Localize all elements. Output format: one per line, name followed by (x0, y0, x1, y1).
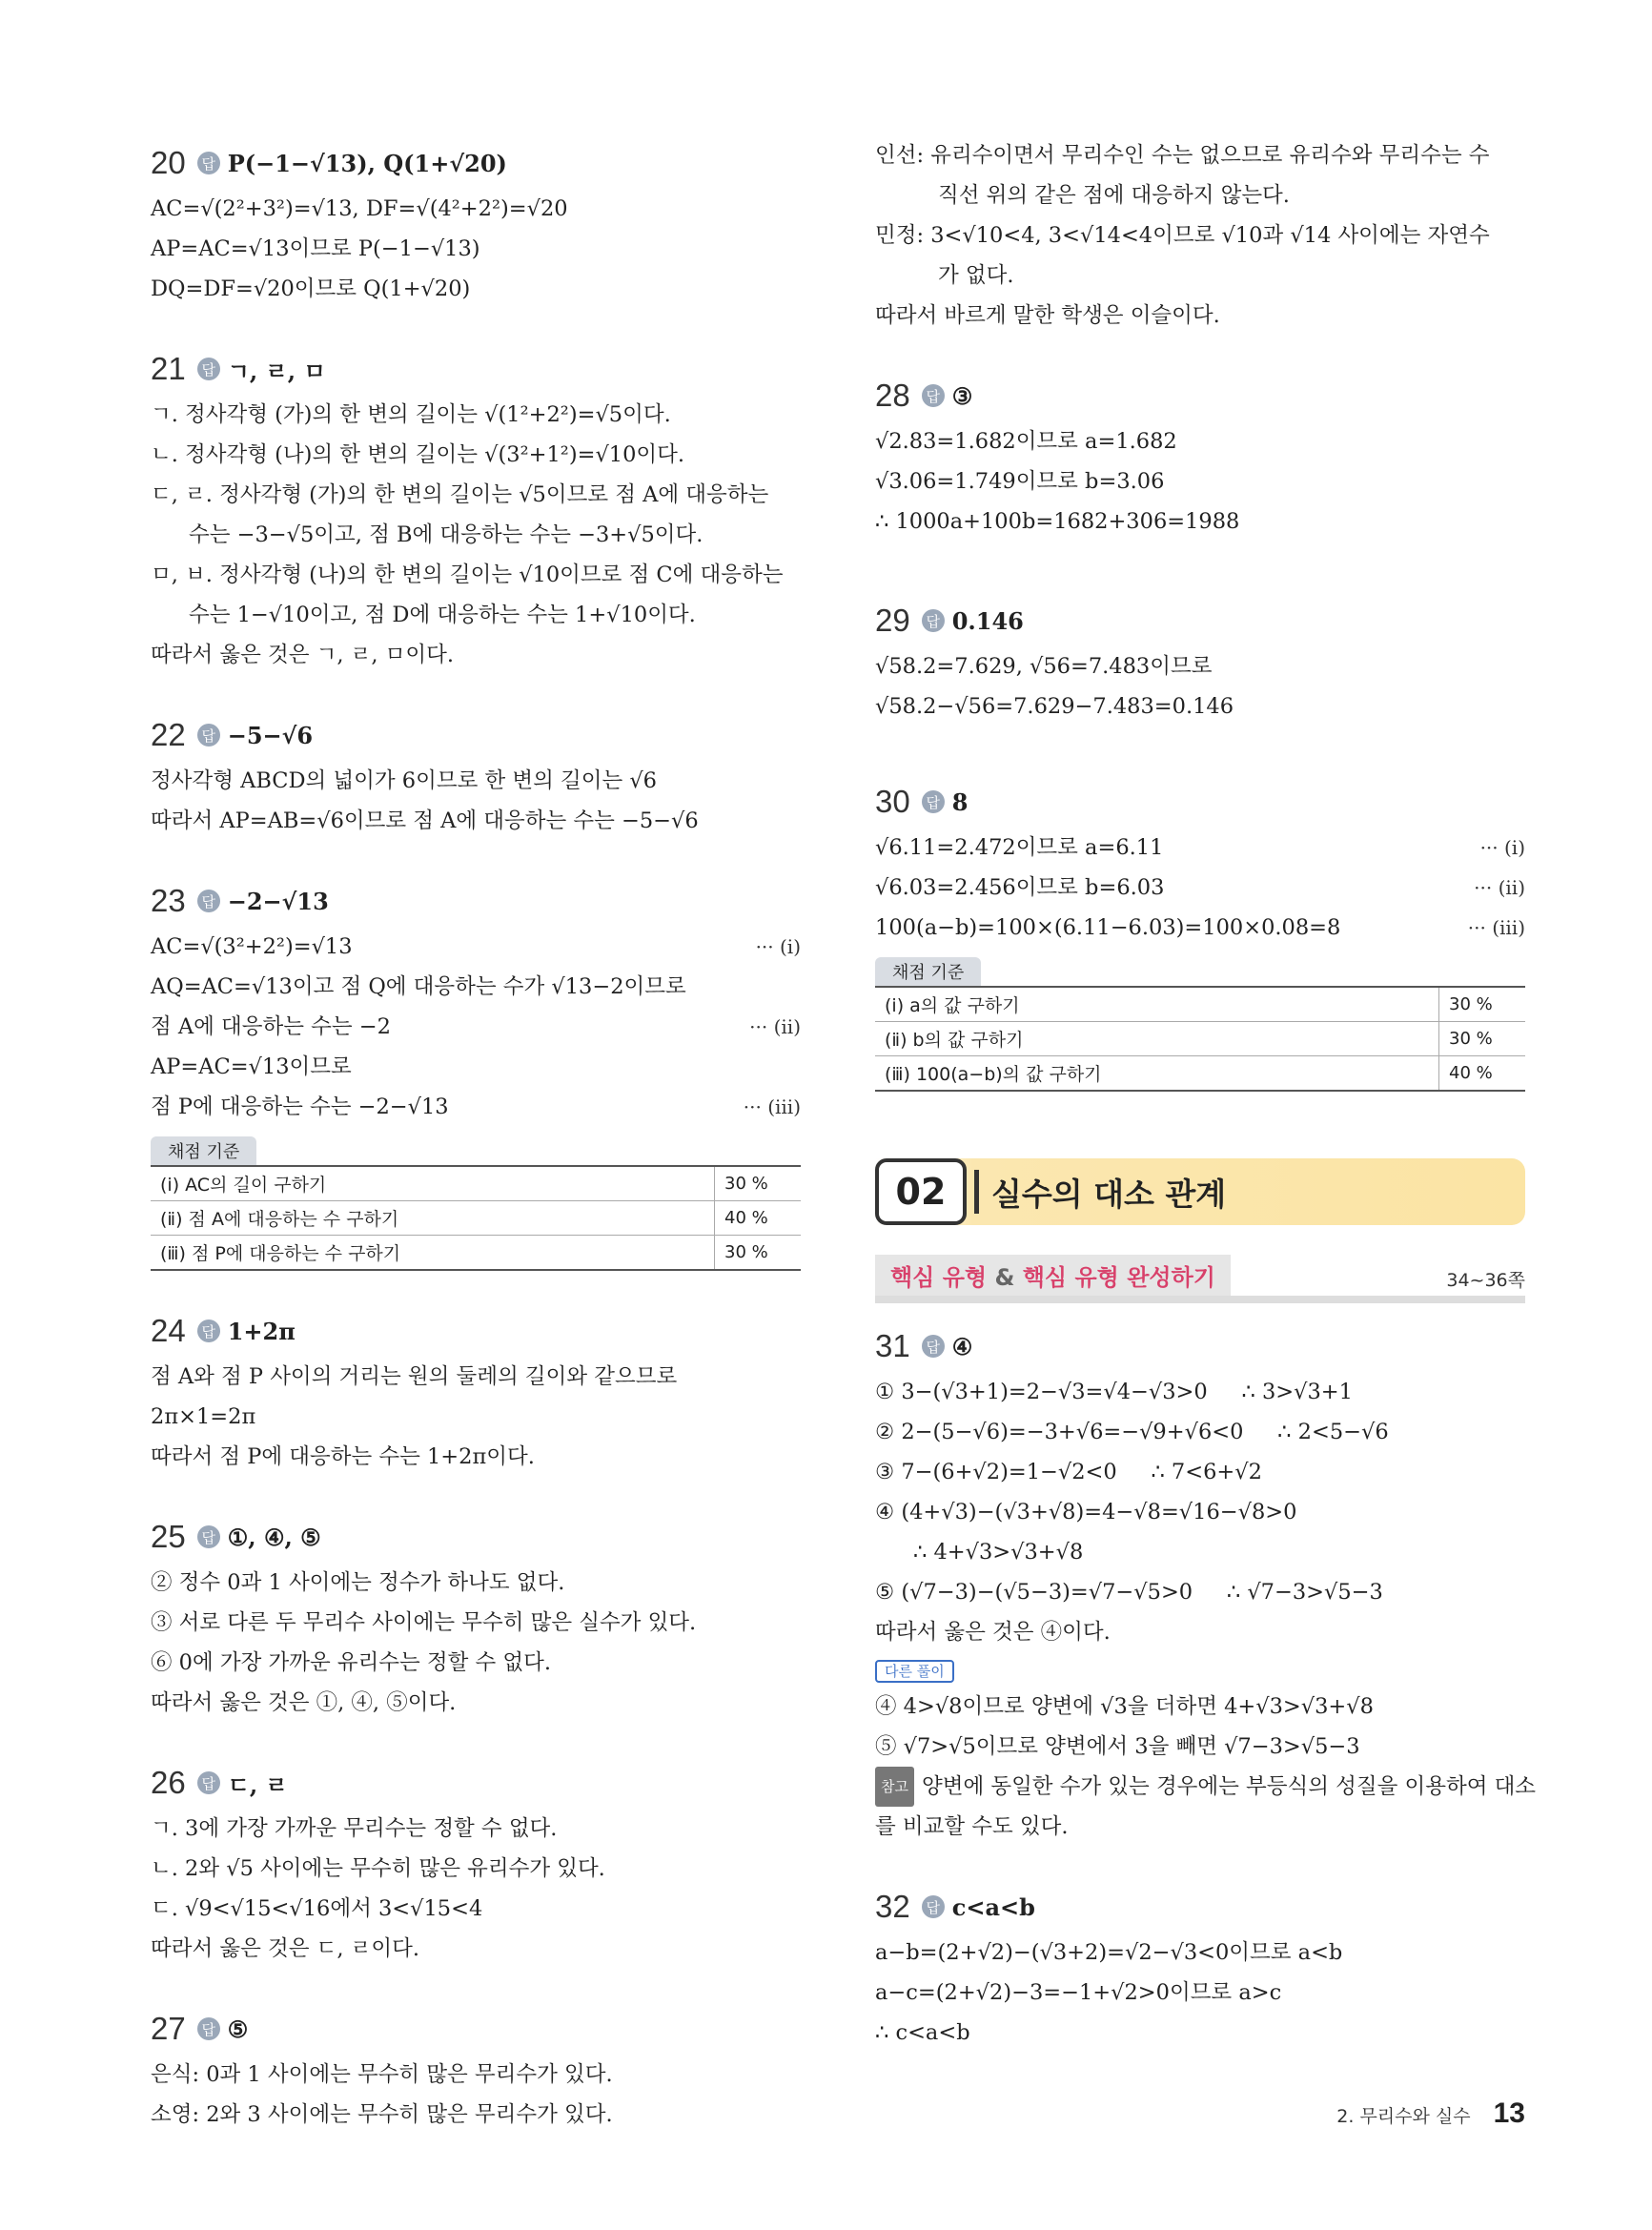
answer-icon: 답 (197, 2017, 220, 2040)
solution-line: 소영: 2와 3 사이에는 무수히 많은 무리수가 있다. (151, 2102, 613, 2127)
solution-line: ㄴ. 정사각형 (나)의 한 변의 길이는 √(3²+1²)=√10이다. (151, 442, 685, 467)
page-range: 34~36쪽 (1446, 1270, 1525, 1291)
type-bar (875, 1254, 1525, 1303)
solution-line: 수는 1−√10이고, 점 D에 대응하는 수는 1+√10이다. (189, 603, 696, 627)
answer-icon: 답 (197, 724, 220, 747)
table-row: (ⅱ) 점 A에 대응하는 수 구하기 40 % (151, 1201, 801, 1236)
solution-line: √58.2=7.629, √56=7.483이므로 (875, 654, 1213, 679)
answer-icon: 답 (197, 358, 220, 380)
alt-solution-tag: 다른 풀이 (875, 1660, 954, 1683)
solution-line: AQ=AC=√13이고 점 Q에 대응하는 수가 √13−2이므로 (151, 974, 686, 999)
answer: 1+2π (227, 1317, 296, 1345)
section-number: 02 (875, 1158, 967, 1225)
solution-line: ㄱ. 3에 가장 가까운 무리수는 정할 수 없다. (151, 1816, 558, 1841)
chapter-title: 2. 무리수와 실수 (1336, 2106, 1471, 2127)
solution-line: 점 A에 대응하는 수는 −2 ··· (ⅱ) (151, 1007, 801, 1047)
solution-line: ㅁ, ㅂ. 정사각형 (나)의 한 변의 길이는 √10이므로 점 C에 대응하는 (151, 563, 784, 587)
question-28 (875, 374, 1525, 542)
answer-icon: 답 (922, 790, 945, 813)
solution-line: 점 A와 점 P 사이의 거리는 원의 둘레의 길이와 같으므로 (151, 1364, 678, 1389)
answer-icon: 답 (197, 152, 220, 174)
solution-line: ⑥ 0에 가장 가까운 유리수는 정할 수 없다. (151, 1650, 552, 1675)
answer-icon: 답 (922, 609, 945, 632)
question-number: 21 (151, 351, 186, 386)
type-label: 핵심 유형 & 핵심 유형 완성하기 (875, 1255, 1231, 1296)
answer-icon: 답 (197, 1525, 220, 1548)
solution-line: AP=AC=√13이므로 (151, 1054, 352, 1079)
step-mark: ··· (ⅰ) (755, 935, 801, 958)
solution-line: AC=√(2²+3²)=√13, DF=√(4²+2²)=√20 (151, 196, 568, 221)
solution-line: ③ 서로 다른 두 무리수 사이에는 무수히 많은 실수가 있다. (151, 1610, 697, 1635)
solution-line: ㄷ, ㄹ. 정사각형 (가)의 한 변의 길이는 √5이므로 점 A에 대응하는 (151, 482, 769, 507)
solution-line: 가 없다. (938, 263, 1014, 288)
note-line: 참고 양변에 동일한 수가 있는 경우에는 부등식의 성질을 이용하여 대소 (875, 1767, 1525, 1807)
solution-line: ④ (4+√3)−(√3+√8)=4−√8=√16−√8>0 (875, 1500, 1297, 1524)
question-number: 20 (151, 145, 186, 180)
solution-line: ④ 4>√8이므로 양변에 √3을 더하면 4+√3>√3+√8 (875, 1694, 1374, 1719)
question-30 (875, 780, 1525, 1092)
question-26 (151, 1761, 801, 1969)
solution-line: AC=√(3²+2²)=√13 ··· (ⅰ) (151, 927, 801, 967)
solution-line: ⑤ (√7−3)−(√5−3)=√7−√5>0 ∴ √7−3>√5−3 (875, 1580, 1383, 1605)
solution-line: 수는 −3−√5이고, 점 B에 대응하는 수는 −3+√5이다. (189, 522, 704, 547)
question-number: 32 (875, 1889, 910, 1924)
solution-line: ∴ 4+√3>√3+√8 (913, 1540, 1084, 1565)
solution-line: ㄱ. 정사각형 (가)의 한 변의 길이는 √(1²+2²)=√5이다. (151, 402, 671, 427)
answer: ④ (951, 1332, 973, 1361)
section-header (875, 1158, 1525, 1225)
grading-label: 채점 기준 (151, 1136, 256, 1165)
step-mark: ··· (ⅱ) (1474, 876, 1525, 899)
question-31 (875, 1324, 1537, 1847)
solution-line: √6.11=2.472이므로 a=6.11 ··· (ⅰ) (875, 828, 1525, 868)
solution-line: 따라서 점 P에 대응하는 수는 1+2π이다. (151, 1444, 535, 1469)
solution-line: ∴ 1000a+100b=1682+306=1988 (875, 509, 1240, 534)
solution-line: ∴ c<a<b (875, 2020, 970, 2045)
question-number: 31 (875, 1328, 910, 1363)
solution-line: 따라서 옳은 것은 ④이다. (875, 1620, 1111, 1645)
step-mark: ··· (ⅲ) (1467, 916, 1525, 939)
question-number: 28 (875, 378, 910, 413)
page-footer (1336, 2097, 1525, 2130)
section-divider (974, 1170, 979, 1214)
question-number: 26 (151, 1765, 186, 1800)
solution-line: a−b=(2+√2)−(√3+2)=√2−√3<0이므로 a<b (875, 1940, 1343, 1965)
solution-line: a−c=(2+√2)−3=−1+√2>0이므로 a>c (875, 1980, 1282, 2005)
solution-line: 직선 위의 같은 점에 대응하지 않는다. (938, 183, 1290, 208)
question-24 (151, 1309, 801, 1477)
table-row: (ⅱ) b의 값 구하기 30 % (875, 1022, 1525, 1056)
page-number: 13 (1493, 2097, 1525, 2129)
answer-icon: 답 (197, 890, 220, 912)
grading-table (875, 986, 1525, 1092)
answer: −2−√13 (227, 887, 329, 915)
grading-label: 채점 기준 (875, 957, 981, 986)
solution-line: ① 3−(√3+1)=2−√3=√4−√3>0 ∴ 3>√3+1 (875, 1380, 1353, 1404)
grading-criteria (875, 957, 1525, 1092)
question-20 (151, 141, 801, 309)
question-number: 29 (875, 603, 910, 638)
solution-line: √6.03=2.456이므로 b=6.03 ··· (ⅱ) (875, 868, 1525, 908)
answer-icon: 답 (922, 1895, 945, 1918)
answer: ③ (951, 381, 973, 410)
solution-line: ② 정수 0과 1 사이에는 정수가 하나도 없다. (151, 1570, 565, 1595)
answer: ㄷ, ㄹ (227, 1770, 288, 1799)
question-22 (151, 713, 801, 841)
solution-line: √3.06=1.749이므로 b=3.06 (875, 469, 1165, 494)
note-line: 를 비교할 수도 있다. (875, 1814, 1069, 1839)
note-tag: 참고 (875, 1767, 914, 1807)
question-number: 24 (151, 1313, 186, 1348)
table-row: (ⅰ) a의 값 구하기 30 % (875, 987, 1525, 1022)
answer: P(−1−√13), Q(1+√20) (227, 149, 507, 177)
question-29 (875, 599, 1525, 726)
section-title: 실수의 대소 관계 (991, 1176, 1227, 1213)
solution-line: 따라서 바르게 말한 학생은 이슬이다. (875, 303, 1220, 328)
solution-line: AP=AC=√13이므로 P(−1−√13) (151, 236, 480, 261)
answer-icon: 답 (922, 1335, 945, 1358)
answer: ①, ④, ⑤ (227, 1523, 321, 1551)
question-32 (875, 1885, 1525, 2053)
answer: 8 (951, 788, 969, 816)
solution-line: 인선: 유리수이면서 무리수인 수는 없으므로 유리수와 무리수는 수 (875, 143, 1490, 168)
answer: −5−√6 (227, 721, 314, 749)
solution-line: ㄴ. 2와 √5 사이에는 무수히 많은 유리수가 있다. (151, 1856, 605, 1881)
table-row: (ⅲ) 100(a−b)의 값 구하기 40 % (875, 1056, 1525, 1092)
answer-icon: 답 (197, 1320, 220, 1342)
table-row: (ⅲ) 점 P에 대응하는 수 구하기 30 % (151, 1236, 801, 1271)
solution-line: 2π×1=2π (151, 1404, 256, 1429)
answer: 0.146 (951, 606, 1024, 635)
solution-line: ② 2−(5−√6)=−3+√6=−√9+√6<0 ∴ 2<5−√6 (875, 1420, 1389, 1444)
solution-line: ⑤ √7>√5이므로 양변에서 3을 빼면 √7−3>√5−3 (875, 1734, 1360, 1759)
solution-line: 100(a−b)=100×(6.11−6.03)=100×0.08=8 ··· (ⅲ) (875, 908, 1525, 948)
right-column (875, 141, 1537, 2091)
step-mark: ··· (ⅲ) (743, 1095, 801, 1118)
solution-line: 민정: 3<√10<4, 3<√14<4이므로 √10과 √14 사이에는 자연수 (875, 223, 1490, 248)
question-27 (151, 2007, 801, 2135)
left-column (151, 141, 801, 2173)
solution-line: ㄷ. √9<√15<√16에서 3<√15<4 (151, 1896, 483, 1921)
solution-line: 점 P에 대응하는 수는 −2−√13 ··· (ⅲ) (151, 1087, 801, 1127)
grading-table (151, 1165, 801, 1271)
solution-line: √2.83=1.682이므로 a=1.682 (875, 429, 1177, 454)
solution-line: ③ 7−(6+√2)=1−√2<0 ∴ 7<6+√2 (875, 1460, 1262, 1484)
solution-line: 따라서 AP=AB=√6이므로 점 A에 대응하는 수는 −5−√6 (151, 808, 699, 833)
answer-icon: 답 (922, 384, 945, 407)
solution-line: 정사각형 ABCD의 넓이가 6이므로 한 변의 길이는 √6 (151, 768, 657, 793)
solution-line: DQ=DF=√20이므로 Q(1+√20) (151, 276, 471, 301)
answer: ⑤ (227, 2015, 249, 2043)
step-mark: ··· (ⅰ) (1479, 836, 1525, 859)
question-27-continued (875, 135, 1525, 336)
table-row: (ⅰ) AC의 길이 구하기 30 % (151, 1166, 801, 1201)
solution-line: 따라서 옳은 것은 ①, ④, ⑤이다. (151, 1690, 457, 1715)
question-23 (151, 879, 801, 1271)
solution-line: 따라서 옳은 것은 ㄷ, ㄹ이다. (151, 1936, 419, 1961)
question-21 (151, 347, 801, 675)
question-25 (151, 1515, 801, 1723)
step-mark: ··· (ⅱ) (749, 1015, 801, 1038)
question-number: 23 (151, 883, 186, 918)
solution-line: 따라서 옳은 것은 ㄱ, ㄹ, ㅁ이다. (151, 643, 455, 667)
question-number: 27 (151, 2011, 186, 2046)
answer: ㄱ, ㄹ, ㅁ (227, 357, 326, 385)
solution-line: 은식: 0과 1 사이에는 무수히 많은 무리수가 있다. (151, 2062, 613, 2087)
question-number: 22 (151, 717, 186, 752)
answer: c<a<b (951, 1892, 1035, 1921)
solution-line: √58.2−√56=7.629−7.483=0.146 (875, 694, 1234, 719)
question-number: 30 (875, 784, 910, 819)
grading-criteria (151, 1136, 801, 1271)
answer-icon: 답 (197, 1771, 220, 1794)
question-number: 25 (151, 1519, 186, 1554)
